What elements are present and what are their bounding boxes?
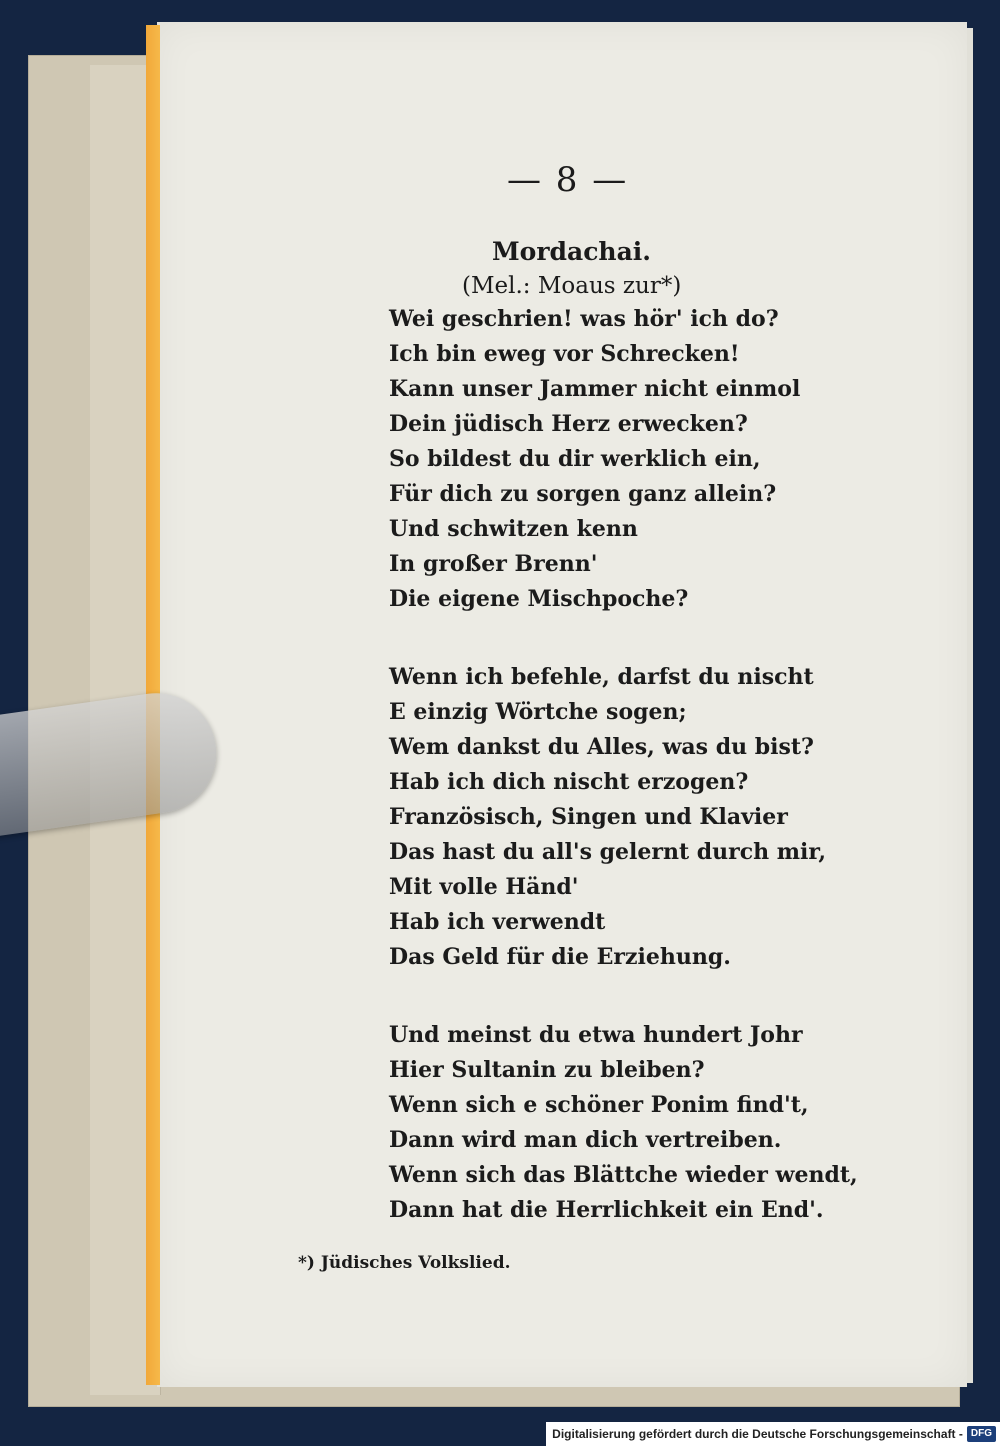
banner-text: Digitalisierung gefördert durch die Deutsche Forschungsgemeinschaft -	[552, 1427, 963, 1441]
verse-line: Wem dankst du Alles, was du bist?	[389, 734, 814, 760]
verse-line: So bildest du dir werklich ein,	[389, 446, 761, 472]
verse-line: E einzig Wörtche sogen;	[389, 699, 687, 725]
verse-line: Und meinst du etwa hundert Johr	[389, 1022, 803, 1048]
verse-line: Hab ich verwendt	[389, 909, 606, 935]
verse-line: Das hast du all's gelernt durch mir,	[389, 839, 827, 865]
verse-line: Mit volle Händ'	[389, 874, 579, 900]
verse-line: Für dich zu sorgen ganz allein?	[389, 481, 777, 507]
page-number: — 8 —	[507, 160, 629, 200]
poem-subtitle: (Mel.: Moaus zur*)	[462, 273, 682, 299]
verse-line: Die eigene Mischpoche?	[389, 586, 689, 612]
verse-line: Dann hat die Herrlichkeit ein End'.	[389, 1197, 824, 1223]
footnote: *) Jüdisches Volkslied.	[298, 1253, 511, 1273]
verse-line: Französisch, Singen und Klavier	[389, 804, 788, 830]
verse-line: Wei geschrien! was hör' ich do?	[389, 306, 779, 332]
verse-line: Das Geld für die Erziehung.	[389, 944, 731, 970]
verse-line: Wenn sich das Blättche wieder wendt,	[389, 1162, 858, 1188]
verse-line: Dann wird man dich vertreiben.	[389, 1127, 782, 1153]
verse-line: Hab ich dich nischt erzogen?	[389, 769, 749, 795]
poem-title: Mordachai.	[492, 237, 651, 266]
verse-line: Hier Sultanin zu bleiben?	[389, 1057, 705, 1083]
verse-line: Wenn sich e schöner Ponim find't,	[389, 1092, 809, 1118]
verse-line: Dein jüdisch Herz erwecken?	[389, 411, 748, 437]
verse-line: Und schwitzen kenn	[389, 516, 638, 542]
dfg-logo: DFG	[967, 1426, 996, 1442]
verse-line: Wenn ich befehle, darfst du nischt	[389, 664, 814, 690]
verse-line: In großer Brenn'	[389, 551, 598, 577]
funding-banner	[546, 1422, 1000, 1446]
verse-line: Ich bin eweg vor Schrecken!	[389, 341, 740, 367]
verse-line: Kann unser Jammer nicht einmol	[389, 376, 801, 402]
